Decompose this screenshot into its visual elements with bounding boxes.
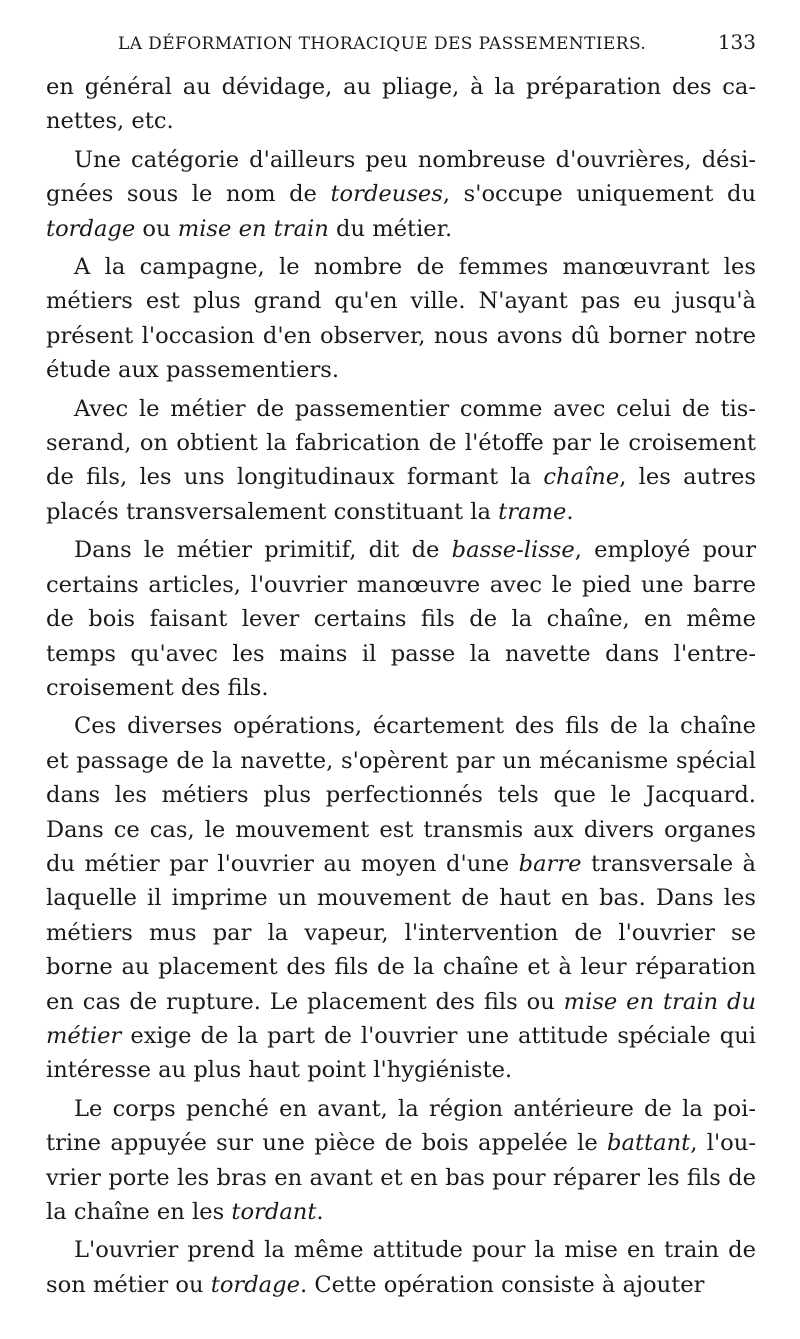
paragraph: [46, 709, 756, 1087]
paragraph: [46, 392, 756, 530]
text-run: , employé pour certains articles, l'ouvrier manœuvre avec le pied une barre de bois faisant lever certains fils de la chaîne, en même temps qu'avec les mains il passe la navette dans l'entrecroisement des fils.: [46, 537, 756, 701]
text-run: Dans le métier primitif, dit de: [74, 537, 452, 564]
italic-term: battant: [607, 1130, 691, 1157]
text-run: , les autres placés transversalement constituant la: [46, 464, 757, 525]
page-number: 133: [717, 30, 756, 54]
italic-term: tordant: [231, 1199, 317, 1225]
text-run: L'ouvrier prend la même attitude pour la mise en train de son métier ou: [46, 1237, 756, 1298]
italic-term: chaîne: [543, 464, 620, 491]
text-run: exige de la part de l'ouvrier une attitude spéciale qui intéresse au plus haut point l'hygiéniste.: [46, 1022, 756, 1084]
paragraph: [46, 533, 756, 705]
italic-term: barre: [518, 850, 582, 877]
text-run: Avec le métier de passementier comme avec celui de tisserand, on obtient la fabrication de l'étoffe par le croisement de fils, les uns longitudinaux formant la: [46, 395, 756, 491]
italic-term: tordage: [210, 1271, 300, 1298]
text-run: du métier.: [328, 215, 453, 242]
text-run: en général au dévidage, au pliage, à la préparation des canettes, etc.: [46, 74, 756, 135]
text-run: . Cette opération consiste à ajouter: [299, 1271, 705, 1298]
italic-term: mise en train: [177, 215, 329, 242]
paragraph: [46, 1092, 756, 1230]
italic-term: tordage: [46, 215, 136, 242]
text-run: , s'occupe uniquement du: [442, 181, 756, 208]
text-run: , l'ouvrier porte les bras en avant et en bas pour réparer les fils de la chaîne en les: [46, 1130, 756, 1225]
text-run: Une catégorie d'ailleurs peu nombreuse d'ouvrières, désignées sous le nom de: [46, 146, 756, 208]
text-run: ou: [135, 215, 178, 242]
running-header: [46, 30, 756, 70]
text-run: .: [316, 1199, 324, 1225]
italic-term: basse-lisse: [451, 537, 575, 564]
italic-term: tordeuses: [330, 181, 443, 208]
paragraph: [46, 1233, 756, 1302]
text-run: Le corps penché en avant, la région antérieure de la poitrine appuyée sur une pièce de bois appelée le: [46, 1095, 756, 1157]
italic-term: trame: [498, 498, 567, 525]
paragraph: [46, 250, 756, 388]
text-run: transversale à laquelle il imprime un mouvement de haut en bas. Dans les métiers mus par la vapeur, l'intervention de l'ouvrier se borne au placement des fils de la chaîne et à leur réparation en cas de rupture. Le placement des fils ou: [46, 850, 756, 1015]
text-run: A la campagne, le nombre de femmes manœuvrant les métiers est plus grand qu'en ville. N'ayant pas eu jusqu'à présent l'occasion d'en observer, nous avons dû borner notre étude aux passementiers.: [46, 254, 756, 384]
paragraph: [46, 143, 756, 246]
text-run: Ces diverses opérations, écartement des fils de la chaîne et passage de la navette, s'opèrent par un mécanisme spécial dans les métiers plus perfectionnés tels que le Jacquard. Dans ce cas, le mouvement est transmis aux divers organes du métier par l'ouvrier au moyen d'une: [46, 713, 756, 877]
running-title: LA DÉFORMATION THORACIQUE DES PASSEMENTIERS.: [118, 34, 647, 54]
text-run: .: [566, 498, 574, 525]
body-text: [46, 70, 756, 1302]
italic-term: mise en train du métier: [46, 988, 756, 1049]
paragraph: [46, 70, 756, 139]
